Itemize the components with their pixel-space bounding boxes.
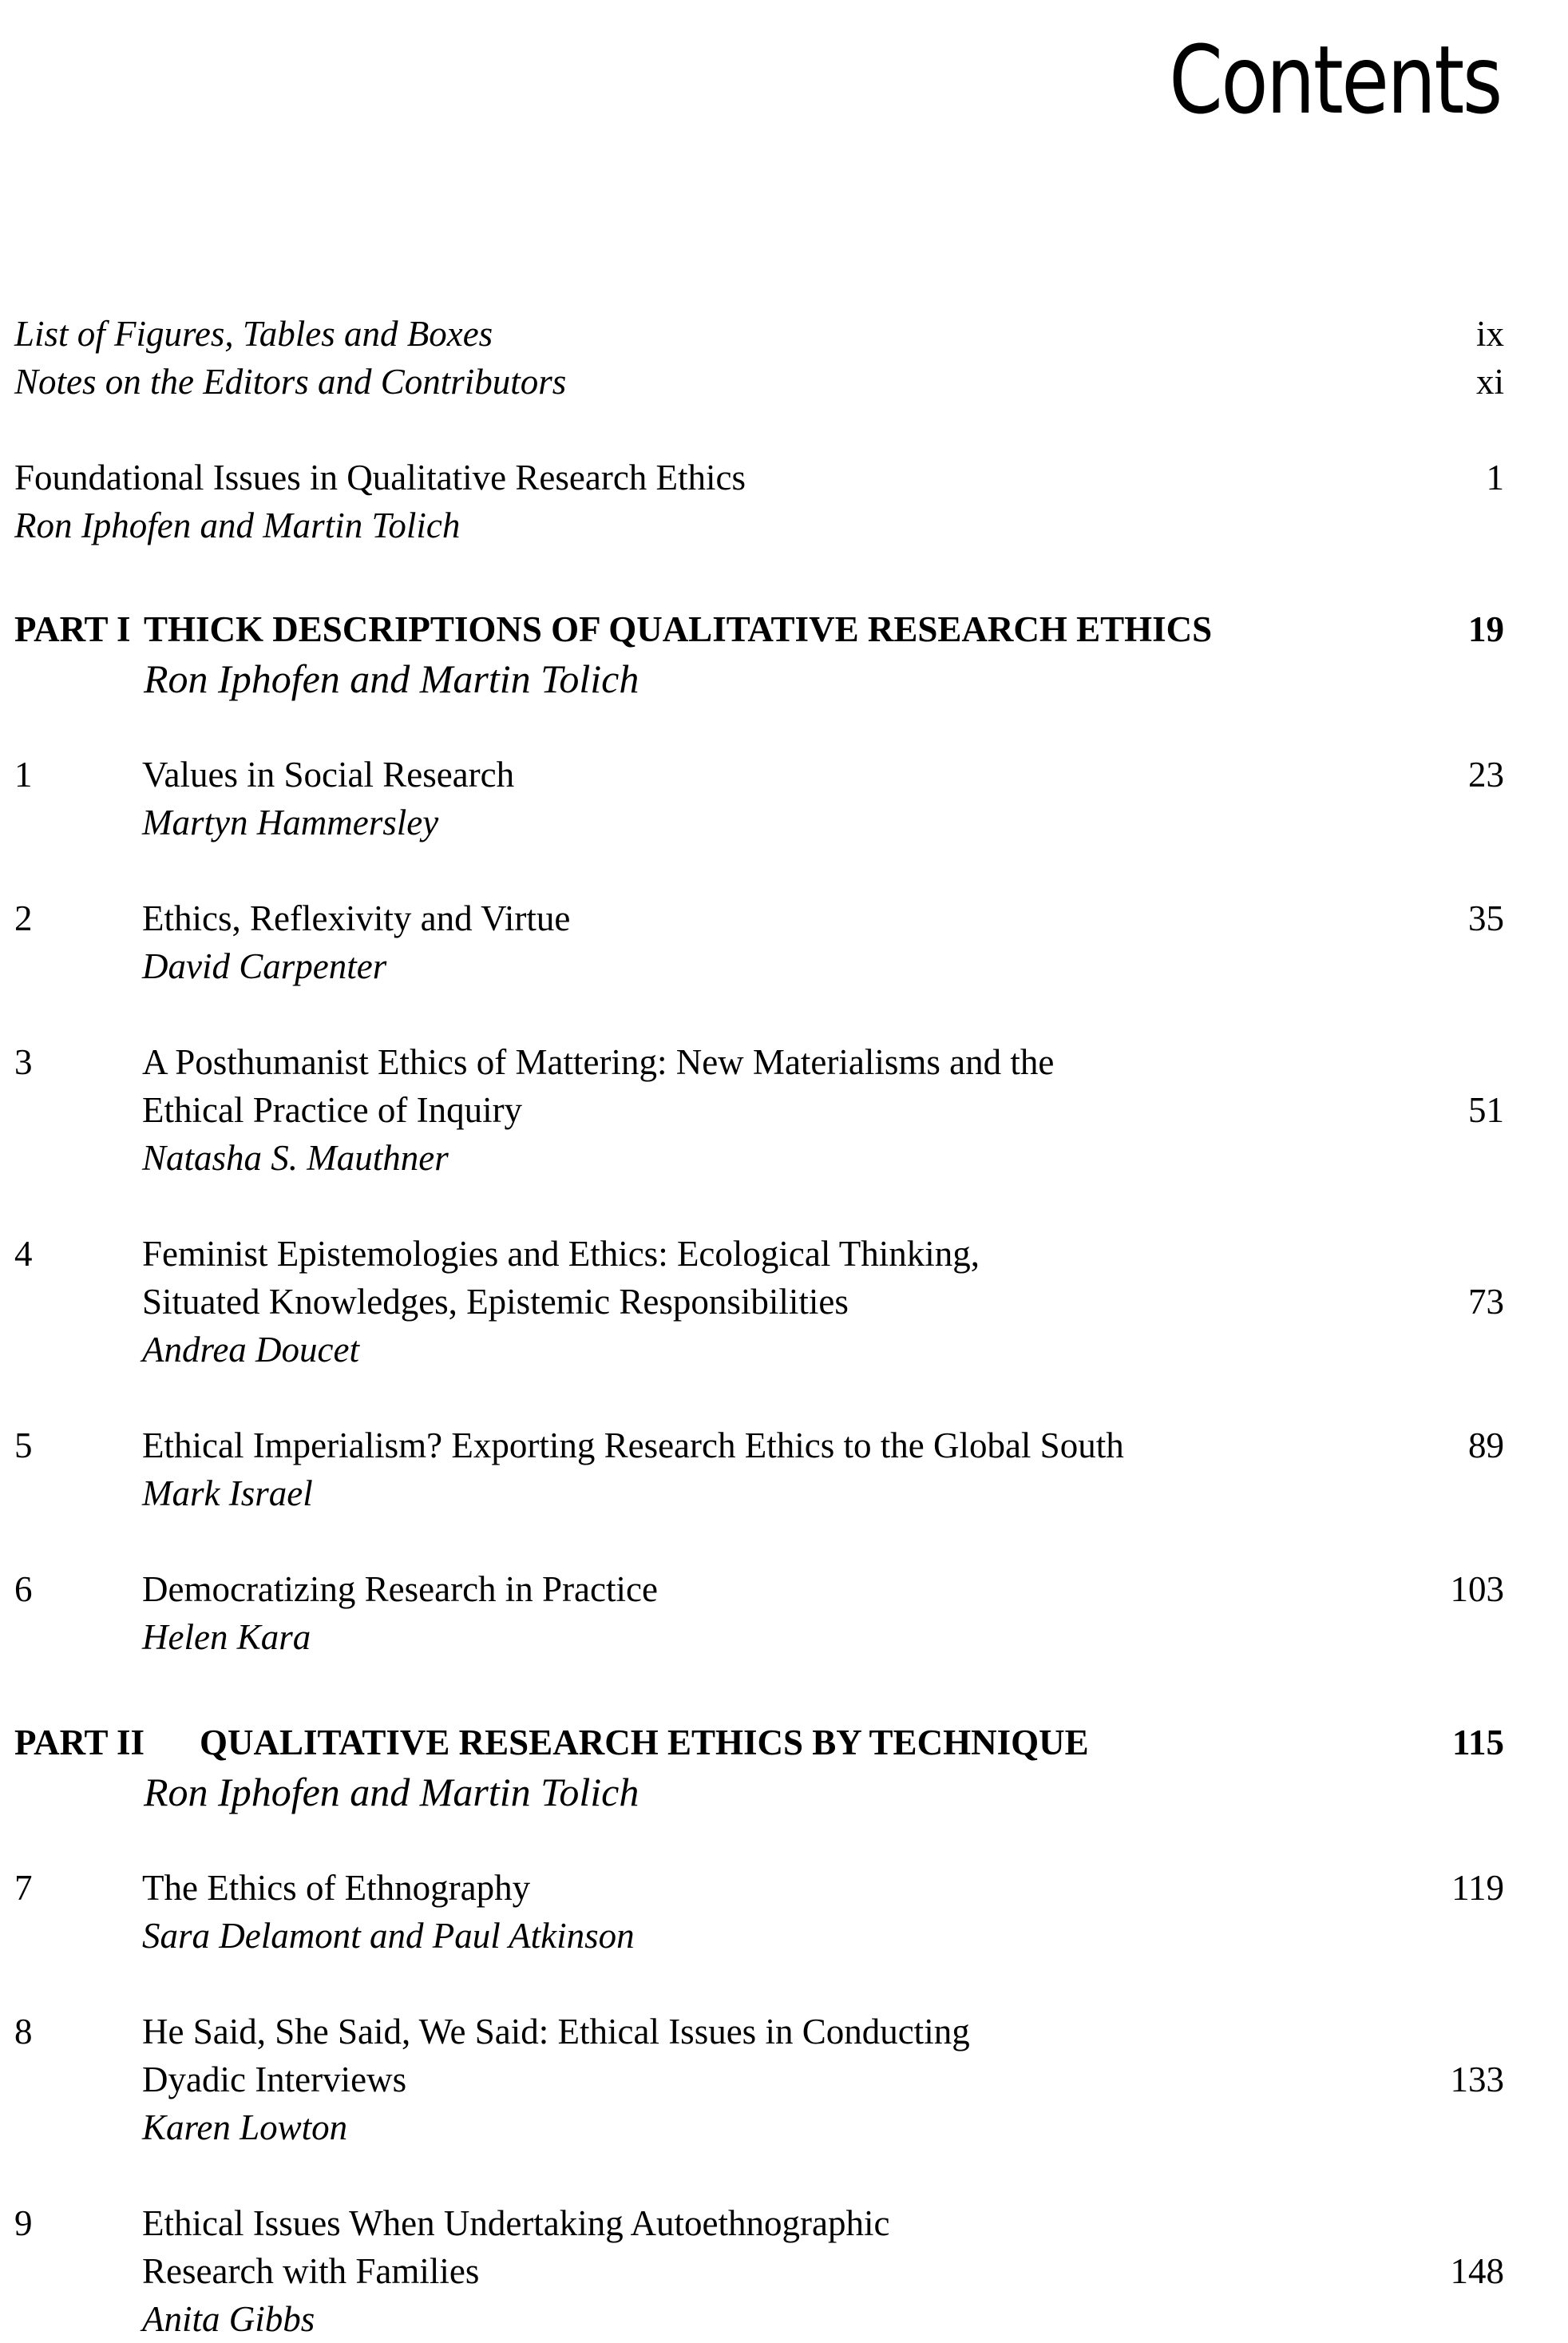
page-number: 1 <box>1486 458 1504 498</box>
chapter-title-line: Ethical Practice of Inquiry <box>142 1090 523 1130</box>
page-number: 19 <box>1468 609 1504 649</box>
chapter-number: 8 <box>14 2012 33 2052</box>
part-label: PART I <box>14 609 131 649</box>
page-number: 103 <box>1450 1569 1504 1609</box>
part-title: THICK DESCRIPTIONS OF QUALITATIVE RESEARCH ETHICS <box>144 609 1213 649</box>
part-author: Ron Iphofen and Martin Tolich <box>144 1770 639 1814</box>
page-number: 119 <box>1451 1868 1504 1908</box>
entry-title: Notes on the Editors and Contributors <box>14 362 567 402</box>
chapter-author: Sara Delamont and Paul Atkinson <box>142 1916 635 1956</box>
chapter-number: 6 <box>14 1569 33 1609</box>
chapter-title: Ethics, Reflexivity and Virtue <box>142 898 571 938</box>
toc-chapter[interactable] <box>14 894 1504 942</box>
entry-title: List of Figures, Tables and Boxes <box>14 314 493 354</box>
toc-chapter[interactable] <box>14 1565 1504 1613</box>
chapter-author: David Carpenter <box>142 946 387 986</box>
chapter-author: Natasha S. Mauthner <box>142 1138 449 1178</box>
page-number: 35 <box>1468 898 1504 938</box>
chapter-author: Mark Israel <box>142 1473 313 1513</box>
toc-entry-front-matter[interactable] <box>14 310 1504 358</box>
toc-chapter[interactable] <box>14 2008 1504 2056</box>
chapter-title-line: Dyadic Interviews <box>142 2060 407 2099</box>
page-number: ix <box>1475 314 1504 354</box>
page-number: 148 <box>1450 2251 1504 2291</box>
chapter-number: 9 <box>14 2203 33 2243</box>
toc-chapter-continued[interactable] <box>14 1278 1504 1326</box>
chapter-title-line: Ethical Issues When Undertaking Autoethnographic <box>142 2203 890 2243</box>
toc-chapter[interactable] <box>14 1038 1504 1086</box>
toc-chapter-continued[interactable] <box>14 2247 1504 2295</box>
toc-part-heading[interactable] <box>14 605 1504 653</box>
entry-title: Foundational Issues in Qualitative Research Ethics <box>14 458 746 498</box>
chapter-number: 1 <box>14 755 33 795</box>
chapter-author: Martyn Hammersley <box>142 803 439 842</box>
part-title: QUALITATIVE RESEARCH ETHICS BY TECHNIQUE <box>200 1723 1089 1762</box>
chapter-title-line: Research with Families <box>142 2251 480 2291</box>
chapter-title-line: Situated Knowledges, Epistemic Responsibilities <box>142 1282 849 1322</box>
chapter-author: Anita Gibbs <box>142 2299 315 2339</box>
page-number: 115 <box>1451 1723 1504 1762</box>
entry-author-row <box>14 502 1504 549</box>
toc-chapter-continued[interactable] <box>14 2056 1504 2103</box>
chapter-author: Andrea Doucet <box>142 1330 359 1370</box>
part-label: PART II <box>14 1723 145 1762</box>
toc-entry-introduction[interactable] <box>14 454 1504 502</box>
table-of-contents <box>14 310 1504 2343</box>
chapter-number: 5 <box>14 1425 33 1465</box>
page-number: 23 <box>1468 755 1504 795</box>
chapter-number: 2 <box>14 898 33 938</box>
toc-chapter[interactable] <box>14 2199 1504 2247</box>
chapter-title-line: A Posthumanist Ethics of Mattering: New Materialisms and the <box>142 1042 1055 1082</box>
chapter-title: Democratizing Research in Practice <box>142 1569 658 1609</box>
chapter-title-line: Feminist Epistemologies and Ethics: Ecological Thinking, <box>142 1234 980 1274</box>
toc-chapter[interactable] <box>14 751 1504 799</box>
chapter-title-line: He Said, She Said, We Said: Ethical Issues in Conducting <box>142 2012 970 2052</box>
toc-entry-front-matter[interactable] <box>14 358 1504 406</box>
page-number: 133 <box>1450 2060 1504 2099</box>
toc-chapter[interactable] <box>14 1230 1504 1278</box>
page-number: xi <box>1475 362 1504 402</box>
chapter-number: 3 <box>14 1042 33 1082</box>
toc-chapter-continued[interactable] <box>14 1086 1504 1134</box>
part-author: Ron Iphofen and Martin Tolich <box>144 656 639 701</box>
toc-part-heading[interactable] <box>14 1719 1504 1766</box>
chapter-title: The Ethics of Ethnography <box>142 1868 531 1908</box>
chapter-author: Karen Lowton <box>142 2107 348 2147</box>
toc-chapter[interactable] <box>14 1421 1504 1469</box>
chapter-title: Ethical Imperialism? Exporting Research Ethics to the Global South <box>142 1425 1124 1465</box>
page-number: 73 <box>1468 1282 1504 1322</box>
chapter-number: 4 <box>14 1234 33 1274</box>
entry-author: Ron Iphofen and Martin Tolich <box>14 505 461 545</box>
chapter-author: Helen Kara <box>142 1617 311 1657</box>
page-number: 51 <box>1468 1090 1504 1130</box>
chapter-title: Values in Social Research <box>142 755 515 795</box>
toc-chapter[interactable] <box>14 1864 1504 1912</box>
chapter-number: 7 <box>14 1868 33 1908</box>
page-number: 89 <box>1468 1425 1504 1465</box>
page-title: Contents <box>1169 25 1501 135</box>
